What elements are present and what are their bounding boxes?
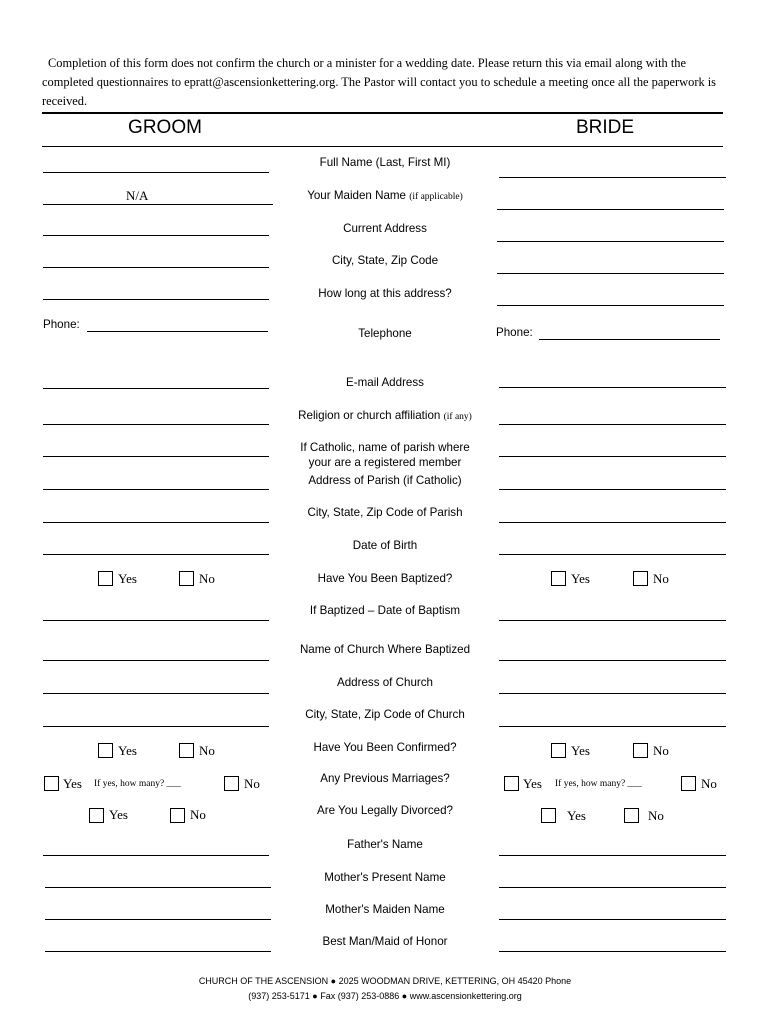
city-state-zip-label: City, State, Zip Code [331, 254, 439, 267]
father-label: Father's Name [347, 838, 423, 851]
baptized-label: Have You Been Baptized? [317, 572, 453, 585]
current-address-label: Current Address [343, 222, 427, 235]
bride-city-state-zip-field[interactable] [497, 273, 724, 274]
groom-parish-city-field[interactable] [43, 522, 269, 523]
header-bottom-rule [42, 146, 723, 147]
best-man-label: Best Man/Maid of Honor [322, 935, 448, 948]
confirmed-label: Have You Been Confirmed? [313, 741, 457, 754]
bride-best-man-field[interactable] [499, 951, 726, 952]
church-address-label: Address of Church [336, 676, 434, 689]
bride-divorced-yes-label: Yes [567, 808, 586, 823]
dob-label: Date of Birth [352, 539, 418, 552]
groom-previous-marriages-yes-checkbox[interactable] [44, 776, 59, 791]
baptism-date-label: If Baptized – Date of Baptism [309, 604, 461, 617]
groom-full-name-field[interactable] [43, 172, 269, 173]
bride-email-field[interactable] [499, 387, 726, 388]
bride-previous-marriages-no-label: No [701, 776, 717, 791]
bride-confirmed-yes-checkbox[interactable] [551, 743, 566, 758]
bride-divorced-no-checkbox[interactable] [624, 808, 639, 823]
groom-confirmed-yes-checkbox[interactable] [98, 743, 113, 758]
bride-mother-present-field[interactable] [499, 887, 726, 888]
church-city-label: City, State, Zip Code of Church [305, 708, 465, 721]
parish-city-label: City, State, Zip Code of Parish [307, 506, 463, 519]
divorced-label: Are You Legally Divorced? [317, 804, 453, 817]
bride-church-city-field[interactable] [499, 726, 726, 727]
bride-baptized-yes-checkbox[interactable] [551, 571, 566, 586]
telephone-label: Telephone [358, 327, 412, 340]
mother-present-label: Mother's Present Name [324, 871, 446, 884]
groom-baptized-no-checkbox[interactable] [179, 571, 194, 586]
groom-divorced-no-checkbox[interactable] [170, 808, 185, 823]
email-label: E-mail Address [346, 376, 424, 389]
bride-parish-address-field[interactable] [499, 489, 726, 490]
groom-previous-marriages-yes-label: Yes [63, 776, 82, 791]
bride-divorced-no-label: No [648, 808, 664, 823]
mother-maiden-label: Mother's Maiden Name [325, 903, 445, 916]
bride-dob-field[interactable] [499, 554, 726, 555]
groom-divorced-yes-checkbox[interactable] [89, 808, 104, 823]
groom-divorced-yes-label: Yes [109, 807, 128, 822]
intro-paragraph: Completion of this form does not confirm the church or a minister for a wedding date. Please return this via email along with the completed questionnaires to epratt@ascensionkettering.org. The Pastor will contact you to schedule a meeting once all the paperwork is received. [42, 56, 717, 108]
groom-phone-label: Phone: [43, 318, 80, 331]
bride-confirmed-no-label: No [653, 743, 669, 758]
groom-church-city-field[interactable] [43, 726, 269, 727]
groom-city-state-zip-field[interactable] [43, 267, 269, 268]
groom-divorced-no-label: No [190, 807, 206, 822]
bride-phone-label: Phone: [496, 326, 533, 339]
bride-confirmed-no-checkbox[interactable] [633, 743, 648, 758]
bride-how-many-field[interactable]: If yes, how many? ___ [555, 779, 642, 789]
groom-how-long-field[interactable] [43, 299, 269, 300]
bride-confirmed-yes-label: Yes [571, 743, 590, 758]
bride-previous-marriages-no-checkbox[interactable] [681, 776, 696, 791]
bride-mother-maiden-field[interactable] [499, 919, 726, 920]
groom-baptized-yes-label: Yes [118, 571, 137, 586]
bride-baptized-no-checkbox[interactable] [633, 571, 648, 586]
bride-father-field[interactable] [499, 855, 726, 856]
groom-email-field[interactable] [43, 388, 269, 389]
maiden-name-label: Your Maiden Name (if applicable) [307, 189, 463, 202]
bride-full-name-field[interactable] [499, 177, 726, 178]
groom-baptism-church-field[interactable] [43, 660, 269, 661]
bride-phone-field[interactable] [539, 339, 720, 340]
groom-dob-field[interactable] [43, 554, 269, 555]
groom-maiden-name-field[interactable] [43, 204, 273, 205]
groom-how-many-field[interactable]: If yes, how many? ___ [94, 779, 181, 789]
bride-baptized-no-label: No [653, 571, 669, 586]
footer-contact: (937) 253-5171 ● Fax (937) 253-0886 ● www.ascensionkettering.org [248, 991, 522, 1001]
parish-name-label-2: your are a registered member [308, 456, 462, 469]
groom-religion-field[interactable] [43, 424, 269, 425]
parish-name-label-1: If Catholic, name of parish where [300, 441, 470, 454]
footer-address: CHURCH OF THE ASCENSION ● 2025 WOODMAN DRIVE, KETTERING, OH 45420 Phone [198, 976, 572, 986]
groom-mother-maiden-field[interactable] [45, 919, 271, 920]
bride-religion-field[interactable] [499, 424, 726, 425]
bride-how-long-field[interactable] [497, 305, 724, 306]
groom-previous-marriages-no-label: No [244, 776, 260, 791]
groom-phone-field[interactable] [87, 331, 268, 332]
bride-church-address-field[interactable] [499, 693, 726, 694]
bride-previous-marriages-yes-label: Yes [523, 776, 542, 791]
religion-label: Religion or church affiliation (if any) [298, 409, 472, 422]
bride-column-heading: BRIDE [575, 117, 635, 138]
groom-confirmed-no-checkbox[interactable] [179, 743, 194, 758]
baptism-church-label: Name of Church Where Baptized [299, 643, 471, 656]
groom-column-heading: GROOM [128, 117, 202, 138]
full-name-label: Full Name (Last, First MI) [319, 156, 451, 169]
groom-baptized-no-label: No [199, 571, 215, 586]
bride-baptized-yes-label: Yes [571, 571, 590, 586]
bride-previous-marriages-yes-checkbox[interactable] [504, 776, 519, 791]
groom-best-man-field[interactable] [45, 951, 271, 952]
parish-address-label: Address of Parish (if Catholic) [308, 474, 462, 487]
how-long-label: How long at this address? [318, 287, 452, 300]
groom-confirmed-no-label: No [199, 743, 215, 758]
groom-baptism-date-field[interactable] [43, 620, 269, 621]
groom-father-field[interactable] [43, 855, 269, 856]
groom-confirmed-yes-label: Yes [118, 743, 137, 758]
header-top-rule [42, 112, 723, 114]
groom-church-address-field[interactable] [43, 693, 269, 694]
bride-parish-city-field[interactable] [499, 522, 726, 523]
previous-marriages-label: Any Previous Marriages? [320, 772, 450, 785]
bride-parish-name-field[interactable] [499, 456, 726, 457]
bride-baptism-date-field[interactable] [499, 620, 726, 621]
groom-current-address-field[interactable] [43, 235, 269, 236]
bride-current-address-field[interactable] [497, 241, 724, 242]
groom-parish-name-field[interactable] [43, 456, 269, 457]
bride-maiden-name-field[interactable] [497, 209, 724, 210]
groom-previous-marriages-no-checkbox[interactable] [224, 776, 239, 791]
groom-maiden-name-value: N/A [126, 188, 149, 203]
bride-baptism-church-field[interactable] [499, 660, 726, 661]
groom-parish-address-field[interactable] [43, 489, 269, 490]
groom-mother-present-field[interactable] [45, 887, 271, 888]
bride-divorced-yes-checkbox[interactable] [541, 808, 556, 823]
groom-baptized-yes-checkbox[interactable] [98, 571, 113, 586]
